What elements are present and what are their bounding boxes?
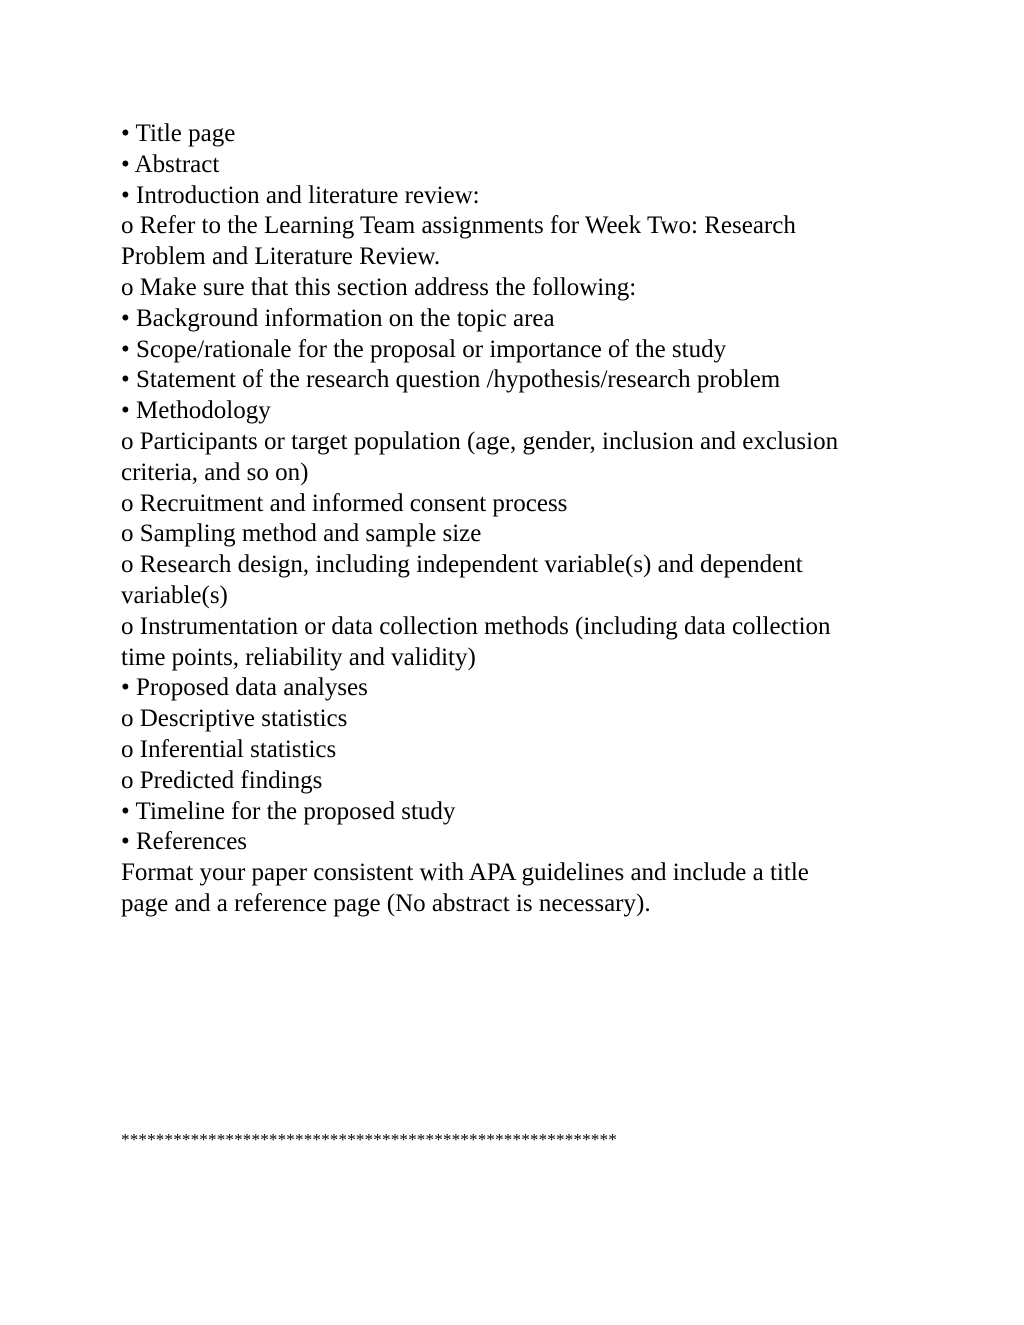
sub-item-recruitment: o Recruitment and informed consent process — [121, 489, 568, 517]
bullet-references: • References — [121, 828, 248, 856]
sub-item-instrumentation-continued: time points, reliability and validity) — [121, 643, 476, 671]
sub-item-research-design-continued: variable(s) — [121, 581, 228, 609]
format-instruction-continued: page and a reference page (No abstract is necessary). — [121, 889, 651, 917]
sub-item-participants-continued: criteria, and so on) — [121, 458, 309, 486]
sub-item-predicted-findings: o Predicted findings — [121, 766, 323, 794]
bullet-background: • Background information on the topic area — [121, 304, 555, 332]
bullet-methodology: • Methodology — [121, 397, 271, 425]
sub-item-descriptive-statistics: o Descriptive statistics — [121, 705, 348, 733]
bullet-timeline: • Timeline for the proposed study — [121, 797, 456, 825]
bullet-data-analyses: • Proposed data analyses — [121, 674, 368, 702]
sub-item-instrumentation: o Instrumentation or data collection methods (including data collection — [121, 612, 831, 640]
asterisk-separator: ********************************************************* — [121, 1130, 617, 1149]
bullet-abstract: • Abstract — [121, 150, 220, 178]
format-instruction: Format your paper consistent with APA guidelines and include a title — [121, 859, 809, 887]
sub-item-research-design: o Research design, including independent variable(s) and dependent — [121, 551, 803, 579]
sub-item-inferential-statistics: o Inferential statistics — [121, 735, 337, 763]
bullet-title-page: • Title page — [121, 120, 236, 147]
sub-item-make-sure: o Make sure that this section address the following: — [121, 273, 637, 301]
sub-item-sampling: o Sampling method and sample size — [121, 520, 482, 548]
document-body — [121, 119, 911, 920]
bullet-introduction: • Introduction and literature review: — [121, 181, 480, 209]
sub-item-participants: o Participants or target population (age, gender, inclusion and exclusion — [121, 427, 839, 455]
bullet-research-question: • Statement of the research question /hypothesis/research problem — [121, 366, 781, 394]
sub-item-refer-learning-team-continued: Problem and Literature Review. — [121, 243, 441, 271]
sub-item-refer-learning-team: o Refer to the Learning Team assignments for Week Two: Research — [121, 212, 796, 240]
bullet-scope-rationale: • Scope/rationale for the proposal or importance of the study — [121, 335, 727, 363]
